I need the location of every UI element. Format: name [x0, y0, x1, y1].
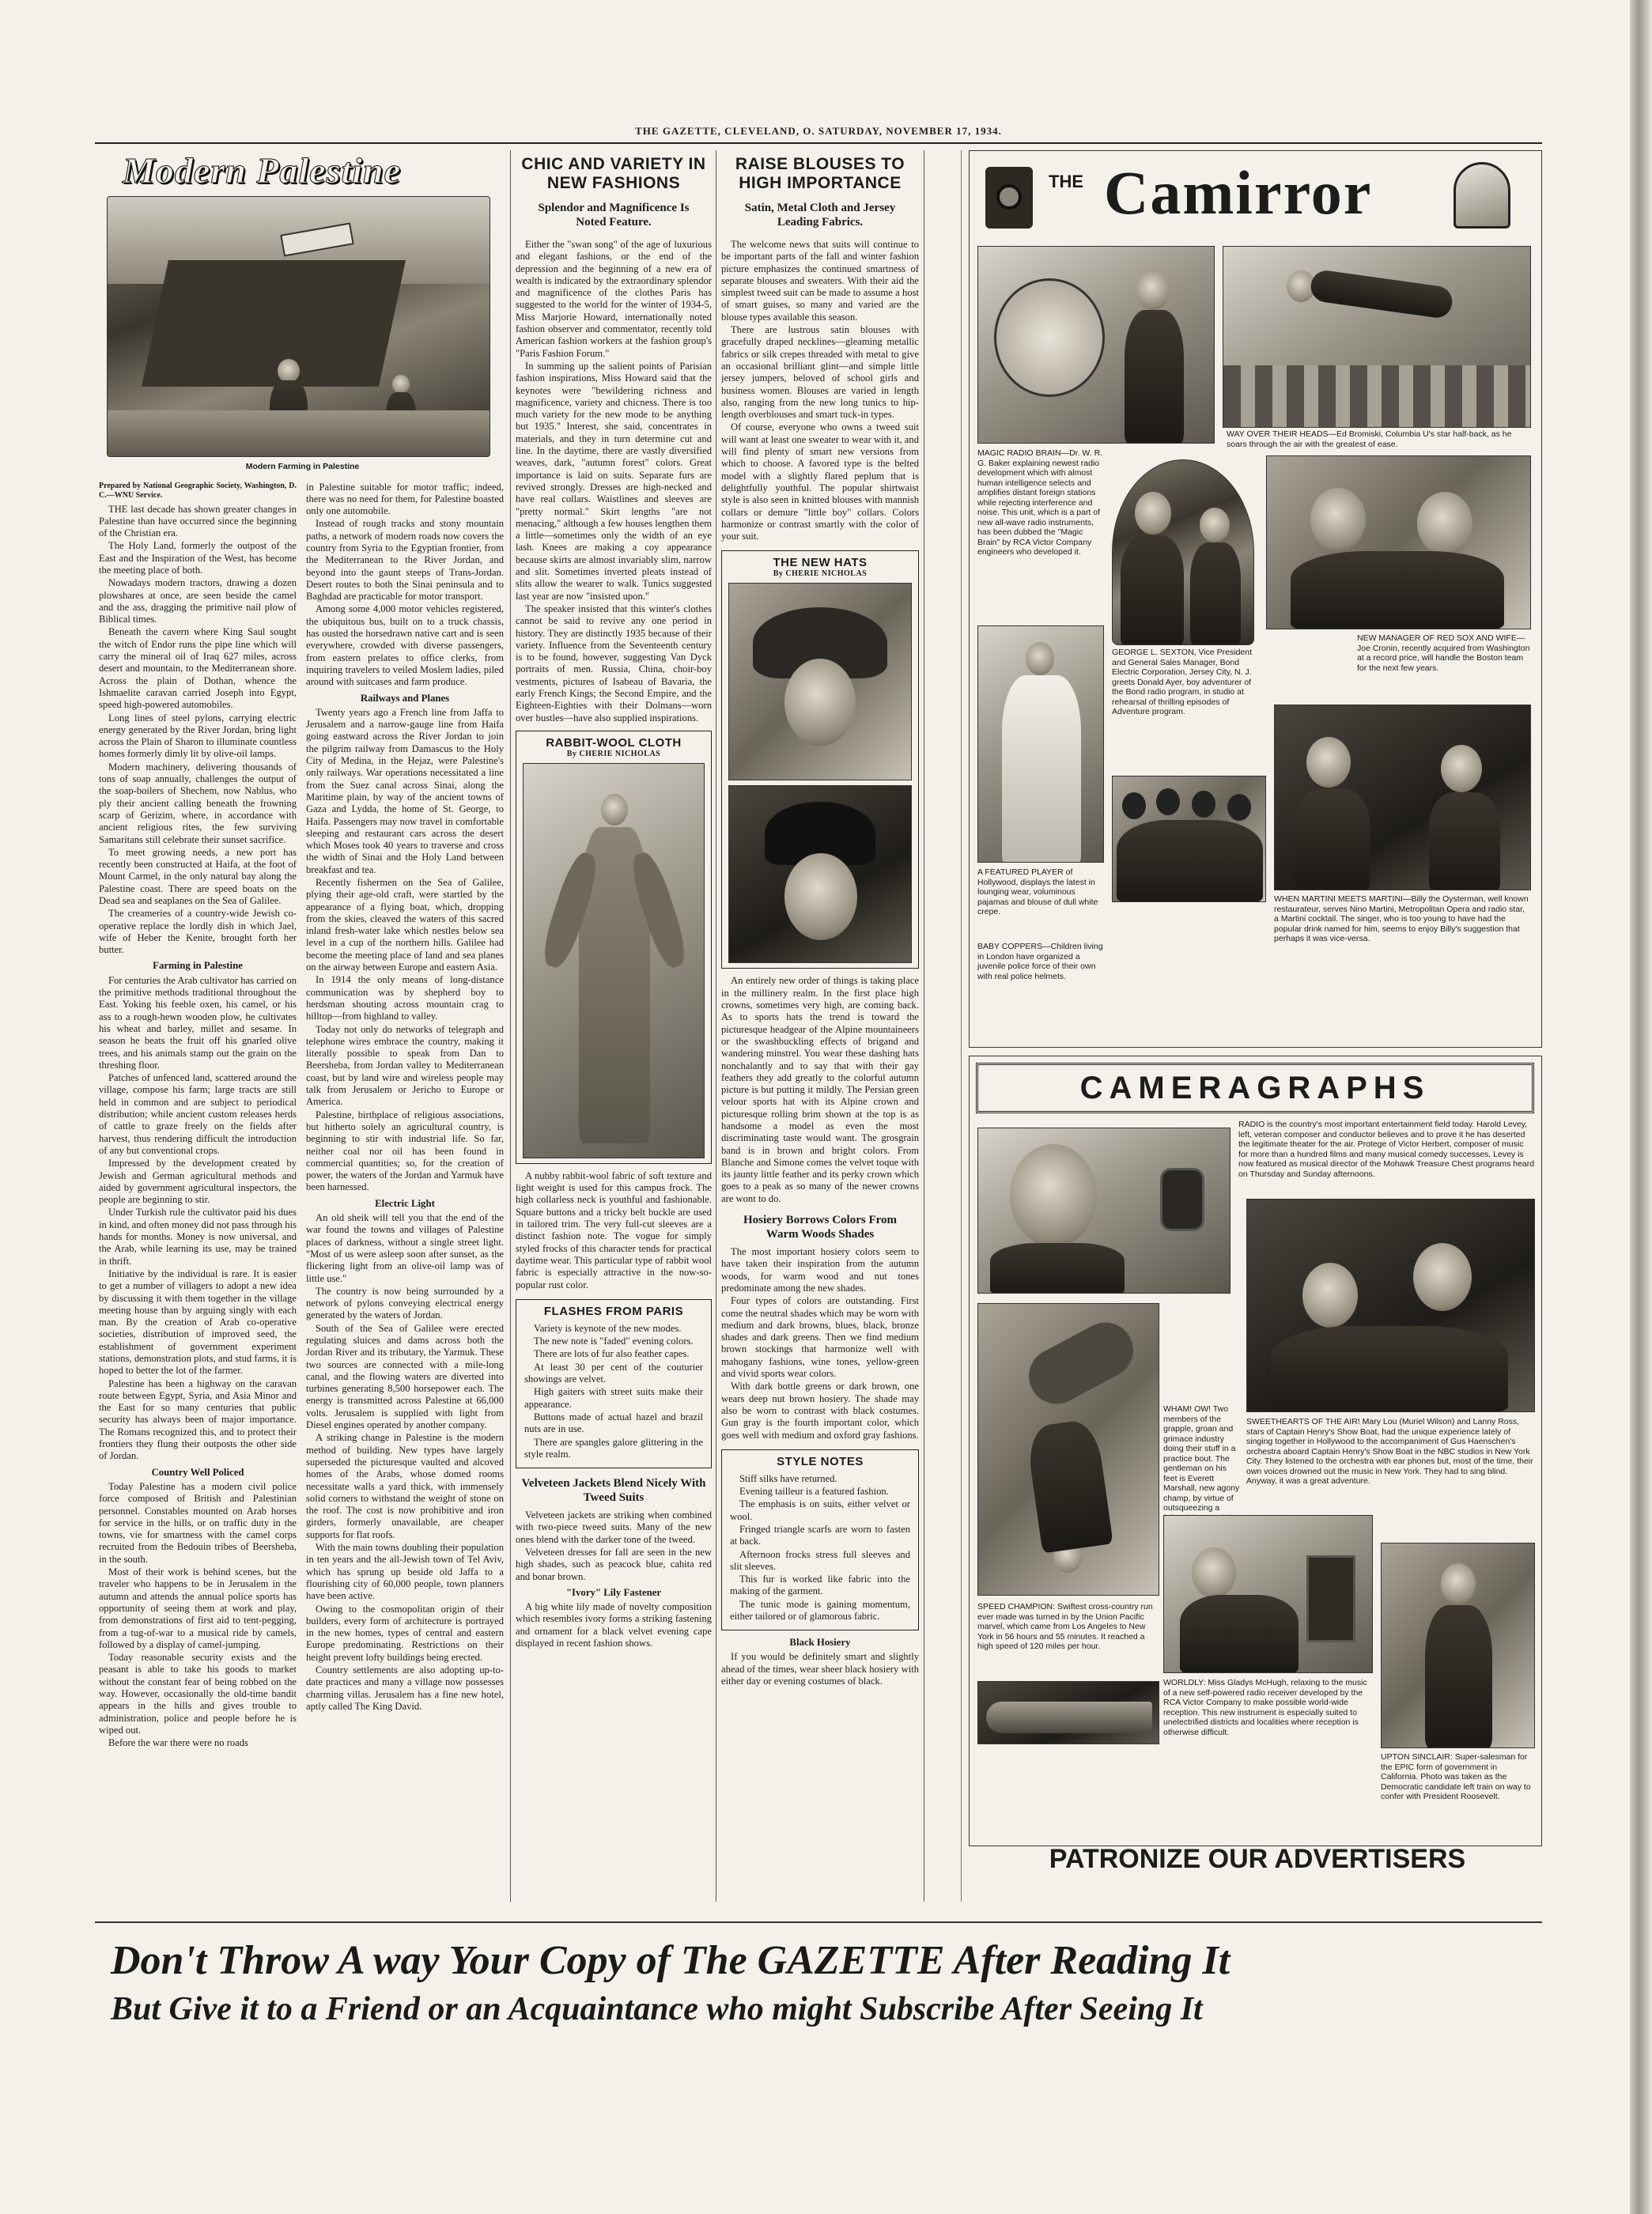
footer-line-2: But Give it to a Friend or an Acquaintance who might Subscribe After Seeing It — [111, 1991, 1203, 2027]
paragraph: Long lines of steel pylons, carrying electric energy generated by the River Jordan, bring light across the Plain of Sharon to illuminate countless homes formerly dimly lit by olive-oil lamps. — [99, 712, 297, 760]
sweethearts-caption: SWEETHEARTS OF THE AIR! Mary Lou (Muriel Wilson) and Lanny Ross, stars of Captain Henry's Show Boat, had the unique experience lately of singing together in Hollywood to the accompaniment of Gus Haenschen's orchestra aboard Captain Henry's Show Boat in the NBC studios in New York City. They listened to the orchestra with ear phones but, most of the time, their own voices drowned out the music in New York. They had to sing blind. Anyway, it was a great adventure. — [1246, 1417, 1533, 1486]
sinclair-photo — [1381, 1543, 1535, 1748]
hats-body — [721, 975, 919, 1205]
paragraph: A big white lily made of novelty composition which resembles ivory forms a striking fastening and ornament for a black velvet evening cape displayed in recent fashion shows. — [516, 1601, 712, 1649]
camirror-masthead — [970, 151, 1540, 238]
baby-coppers-photo — [1112, 776, 1266, 902]
rabbit-wool-box — [516, 731, 712, 1164]
chic-deck: Splendor and Magnificence Is Noted Feature. — [538, 202, 690, 229]
palestine-farming-photo — [107, 196, 490, 457]
paragraph: A striking change in Palestine is the modern method of building. New types have largely superseded the picturesque vaulted and alcoved homes of the Arabs, whose domed rooms necessitate walls a yard thick, with immensely solid corners to withstand the weight of stone on the roof. The cost is now prohibitive and iron girders, formerly unavailable, are cheaper supports for flat roofs. — [306, 1432, 504, 1540]
wrestlers-caption: WHAM! OW! Two members of the grapple, groan and grimace industry doing their stuff in a practice bout. The gentleman on his feet is Everett Marshall, new agony champ, by virtue of outsqueezing a — [1163, 1404, 1240, 1513]
paragraph: Initiative by the individual is rare. It is easier to get a number of villagers to adopt a new idea by discussing it with them together in the village meeting house than by arguing singly with each man. By the creation of Arab co-operative societies, distribution of improved seed, the establishment of government experiment stations, demonstration plots, and stud farms, it is hoped to better the lot of the farmer. — [99, 1268, 297, 1377]
martini-photo — [1274, 705, 1531, 890]
paragraph: The tunic mode is gaining momentum, either tailored or of glamorous fabric. — [730, 1598, 910, 1623]
paragraph: Afternoon frocks stress full sleeves and slit sleeves. — [730, 1548, 910, 1572]
paragraph: The speaker insisted that this winter's clothes cannot be said to revive any one period in history. They are distinctly 1935 because of their variety. Influence from the Seventeenth century is to be found, however, suggesting Van Dyck portraits of men. Russia, China, choir-boy vestments, pictures of Isabeau of Bavaria, the early French Kings; the Second Empire, and the Eighteen-Eighties with their Dolmans—worn over bustles—have also supplied inspirations. — [516, 603, 712, 724]
new-hats-box — [721, 550, 919, 969]
paragraph: The creameries of a country-wide Jewish co-operative replace the lordly dish in which Jael, wife of Heber the Kenite, brought forth her butter. — [99, 908, 297, 956]
rabbit-body — [516, 1170, 712, 1291]
paragraph: Impressed by the development created by Jewish and German agricultural methods and aided by government agricultural inspectors, the people are beginning to stir. — [99, 1158, 297, 1206]
velveteen-headline: Velveteen Jackets Blend Nicely With Tweed Suits — [521, 1477, 706, 1505]
column-divider — [510, 150, 511, 1902]
featured-player-photo — [977, 625, 1104, 863]
subhead: Electric Light — [375, 1197, 435, 1209]
radio-receiver-icon — [1306, 1555, 1355, 1642]
paragraph: There are lots of fur also feather capes. — [534, 1348, 690, 1360]
rabbit-headline: RABBIT-WOOL CLOTH — [546, 735, 682, 750]
sexton-photo — [1112, 459, 1254, 645]
paragraph: Palestine, birthplace of religious associations, but hitherto solely an agricultural country, is beginning to stir with industrial life. So far, neither coal nor oil has been found in commercial quantities; so, for the creation of power, the waters of the Jordan and Yarmuk have been harnessed. — [306, 1109, 504, 1193]
microphone-icon — [1160, 1168, 1204, 1231]
paragraph: Either the "swan song" of the age of luxurious and elegant fashions, or the end of the depression and the beginning of a new era of wealth is indicated by the extraordinary splendor and magnificence of the clothes Paris has suggested to the world for the winter of 1934-5, Miss Marjorie Howard, internationally noted fashion observer and commentator, recently told American fashion workers at the fashion group's "Paris Fashion Forum." — [516, 239, 712, 359]
blouses-column — [721, 150, 919, 1902]
paragraph: South of the Sea of Galilee were erected regulating sluices and dams across both the Jordan River and its tributary, the Yarmuk. These two sources are connected with a mile-long canal, and the flowing waters are diverted into turbines generating 8,500 horsepower each. The energy is transmitted across Palestine at 66,000 volts. Jerusalem is supplied with light from Diesel engines operated by another company. — [306, 1322, 504, 1431]
paragraph: The Holy Land, formerly the outpost of the East and the Inspiration of the West, has become the meeting place of both. — [99, 540, 297, 576]
paragraph: Today reasonable security exists and the peasant is able to take his goods to market without the constant fear of being robbed on the way. However, occasionally the old-time bandit appears in the hills and gives trouble to administration, police and people before he is wiped out. — [99, 1652, 297, 1736]
paragraph: Before the war there were no roads — [108, 1737, 248, 1749]
paragraph: The new note is "faded" evening colors. — [534, 1336, 694, 1347]
rabbit-wool-frock-photo — [523, 763, 705, 1158]
paragraph: Of course, everyone who owns a tweed suit will want at least one sweater to wear with it, and will find plenty of smart new versions from which to choose. A favored type is the belted model with a slightly flared peplum that is delightfully youthful. The popular shirtwaist style is also seen in knitted blouses with mannish collars or demure "little boy" collars. Colors harmonize or contrast smartly with the color of your suit. — [721, 421, 919, 542]
paragraph: In 1914 the only means of long-distance communication was by shepherd boy to herdsman shouting across mountain crag to hilltop—from highland to valley. — [306, 974, 504, 1022]
rabbit-byline: By CHERIE NICHOLAS — [566, 749, 661, 758]
paragraph: Variety is keynote of the new modes. — [534, 1322, 682, 1334]
paragraph: Palestine has been a highway on the caravan route between Egypt, Syria, and Asia Minor and the East for so many centuries that public security has always been of major importance. The Romans recognized this, and to protect their frontiers they flung their outposts the other side of Jordan. — [99, 1377, 297, 1462]
paragraph: Under Turkish rule the cultivator paid his dues in kind, and often money did not pass through his hands for months. Money is now universal, and the Arab, while learning its use, may be trained in thrift. — [99, 1207, 297, 1267]
footer-line-1: Don't Throw A way Your Copy of The GAZETTE After Reading It — [111, 1938, 1230, 1983]
flashes-box — [516, 1299, 712, 1468]
bromiski-photo — [1223, 246, 1531, 428]
baby-coppers-caption: BABY COPPERS—Children living in London have organized a juvenile police force of their own with real police helmets. — [977, 942, 1103, 981]
streamliner-train-photo — [977, 1681, 1159, 1744]
palestine-photo-caption: Modern Farming in Palestine — [245, 462, 360, 471]
paragraph: Buttons made of actual hazel and brazil nuts are in use. — [524, 1411, 703, 1435]
paragraph: Patches of unfenced land, scattered around the village, compose his farm; large tracts are still held in common and are subject to periodical distribution; while ancient custom releases herds of cattle to graze freely on the fields after harvest, thus rendering difficult the introduction of any but conventional crops. — [99, 1072, 297, 1156]
paragraph: If you would be definitely smart and slightly ahead of the times, wear sheer black hosiery with either day or evening costumes of black. — [721, 1651, 919, 1687]
featured-player-caption: A FEATURED PLAYER of Hollywood, displays the latest in lounging wear, voluminous pajamas and blouse of dull white crepe. — [977, 867, 1098, 916]
sexton-caption: GEORGE L. SEXTON, Vice President and General Sales Manager, Bond Electric Corporation, Jersey City, N. J. greets Donald Ayer, boy adventurer of the Bond radio program, in studio at rehearsal of thrilling episodes of Adventure program. — [1112, 648, 1253, 716]
paragraph: An entirely new order of things is taking place in the millinery realm. In the first place high crowns, sometimes very high, are coming back. As to sports hats the trend is toward the picturesque headgear of the Alpine mountaineers or the swashbuckling effects of brigand and wandering minstrel. You wear these dashing hats nonchalantly and to say that with their gay feathers they add greatly to the colorful autumn picture is but putting it mildly. The Persian green velour sports hat with its Alpine crown and picturesque rolling brim shown at the top is as handsome a model as even the most discriminating taste would want. The grosgrain band is in brown and bright colors. From Blanche and Simone comes the velvet toque with its jaunty little feather and its perky crown which goes to a peak as so many of the newer crowns are wont to do. — [721, 975, 919, 1204]
paragraph: The emphasis is on suits, either velvet or wool. — [730, 1498, 910, 1522]
cameragraphs-title: CAMERAGRAPHS — [976, 1063, 1534, 1113]
paragraph: Velveteen jackets are striking when combined with two-piece tweed suits. Many of the new ones blend with the darker tone of the tweed. — [516, 1509, 712, 1545]
paragraph: Today Palestine has a modern civil police force composed of British and Palestinian personnel. Constables mounted on Arab horses for service in the hills, or on traffic duty in the towns, vie for smartness with the camel corps recruited from the Bedouin tribes of Beersheba, in the south. — [99, 1480, 297, 1565]
column-divider — [961, 150, 962, 1902]
chic-body — [516, 239, 712, 724]
paragraph: Beneath the cavern where King Saul sought the witch of Endor runs the pipe line which will carry the mineral oil of Iraq 627 miles, across desert and mountain, to the Mediterranean shore. Across the plain of Dothan, whence the Ishmaelite caravan carried Joseph into Egypt, speed high-powered automobiles. — [99, 626, 297, 711]
paragraph: Four types of colors are outstanding. First come the neutral shades which may be worn with medium and dark browns, blues, black, bronze shades and dark greens. Then we find medium brown stockings that harmonize well with mahogany fashions, wine tones, yellow-green and vivid sports wear colors. — [721, 1295, 919, 1380]
paragraph: For centuries the Arab cultivator has carried on the primitive methods traditional throughout the East. Yoking his feeble oxen, his camel, or his ass to a rough-hewn wooden plow, he cultivates his wheat and barley, millet and sesame. In season he beats the fruit off his gnarled olive trees, and his animals stamp out the grain on the threshing floor. — [99, 974, 297, 1071]
paragraph: There are lustrous satin blouses with gracefully draped necklines—gleaming metallic fabrics or silk crepes threaded with metal to give an occasional brilliant glint—and simple little jersey jumpers, beloved of school girls and business women. Blouses are varied in length also, ranging from the new long tunics to hip-length overblouses and smart tuck-in types. — [721, 324, 919, 421]
radio-brain-caption: MAGIC RADIO BRAIN—Dr. W. R. G. Baker explaining newest radio development which with almost human intelligence selects and amplifies distant foreign stations while rejecting interference and noise. This unit, which is a part of new all-wave radio instruments, has been dubbed the "Magic Brain" by RCA Victor Company engineers who developed it. — [977, 448, 1103, 557]
paragraph: At least 30 per cent of the couturier showings are velvet. — [524, 1361, 703, 1385]
paragraph: The country is now being surrounded by a network of pylons conveying electrical energy generated by the waters of Jordan. — [306, 1285, 504, 1321]
camirror-title: Camirror — [1104, 158, 1373, 227]
paragraph: Fringed triangle scarfs are worn to fasten at back. — [730, 1524, 910, 1547]
hats-byline: By CHERIE NICHOLAS — [773, 569, 868, 579]
wrestlers-photo — [977, 1303, 1159, 1596]
paragraph: in Palestine suitable for motor traffic; indeed, there was no need for them, for Palestine boasted only one automobile. — [306, 481, 504, 517]
subhead: Farming in Palestine — [153, 960, 243, 972]
speed-caption: SPEED CHAMPION: Swiftest cross-country run ever made was turned in by the Union Pacific marvel, which came from Los Angeles to New York in 56 hours and 55 minutes. It reached a high speed of 120 miles per hour. — [977, 1602, 1153, 1651]
paragraph: Most of their work is behind scenes, but the traveler who happens to be in Jerusalem in the autumn and attends the annual police sports has opportunity of seeing them at work and play, from demonstrations of first aid to tent-pegging, from a tug-of-war to a musical ride by camels, followed by a display of camel-jumping. — [99, 1566, 297, 1650]
alpine-hat-photo — [728, 583, 912, 780]
hosiery-body — [721, 1246, 919, 1441]
cronin-photo — [1266, 455, 1531, 629]
paragraph: Recently fishermen on the Sea of Galilee, plying their age-old craft, were startled by the appearance of a flying boat, which, dropping from the skies, cleaved the waters of this sacred inland fresh-water lake which nestles below sea level in a cup of the northern hills. Galilee had become the meeting place of land and sea planes on the airway between Europe and eastern Asia. — [306, 877, 504, 973]
radio-brain-photo — [977, 246, 1215, 444]
flashes-headline: FLASHES FROM PARIS — [543, 1304, 684, 1318]
paragraph: Nowadays modern tractors, drawing a dozen plowshares at once, are seen beside the camel and the ass, dragging the primitive nail plow of Biblical times. — [99, 577, 297, 625]
sinclair-caption: UPTON SINCLAIR: Super-salesman for the EPIC form of government in California. Photo was taken as the Democratic candidate left train on way to confer with President Roosevelt. — [1381, 1752, 1531, 1801]
paragraph: Evening tailleur is a featured fashion. — [739, 1486, 889, 1498]
style-notes-headline: STYLE NOTES — [777, 1454, 864, 1468]
paragraph: With the main towns doubling their population in ten years and the all-Jewish town of Tel Aviv, which has sprung up beside old Jaffa to a flourishing city of 60,000 people, town planners have been active. — [306, 1542, 504, 1602]
hosiery-headline: Hosiery Borrows Colors From Warm Woods Shades — [743, 1214, 897, 1241]
subhead: Black Hosiery — [789, 1637, 851, 1649]
palestine-title: Modern Palestine — [123, 150, 402, 191]
subhead: Country Well Policed — [151, 1466, 244, 1478]
chic-headline: CHIC AND VARIETY IN NEW FASHIONS — [521, 155, 706, 192]
worldly-caption: WORLDLY: Miss Gladys McHugh, relaxing to the music of a new self-powered radio receiver developed by the RCA Victor Company to make possible world-wide reception. This new instrument is especially suited to unelectrified districts and localities where reception is otherwise difficult. — [1163, 1678, 1367, 1737]
style-notes-box — [721, 1449, 919, 1631]
masthead-rule — [95, 142, 1542, 144]
paragraph: Velveteen dresses for fall are seen in the new high shades, such as peacock blue, cahita red and bonar brown. — [516, 1547, 712, 1582]
black-hosiery-body — [721, 1651, 919, 1687]
palestine-col-a — [99, 482, 297, 1751]
paragraph: The welcome news that suits will continue to be important parts of the fall and winter fashion picture emphasizes the continued smartness of separate blouses and sweaters. With their aid the simplest tweed suit can be made to assume a host of smart guises, so many and varied are the blouse types available this season. — [721, 239, 919, 323]
cronin-caption: NEW MANAGER OF RED SOX AND WIFE—Joe Cronin, recently acquired from Washington at a record price, will handle the Boston team for the next few years. — [1357, 633, 1530, 673]
palestine-col-b — [306, 482, 504, 1751]
cameragraphs-section — [969, 1056, 1542, 1846]
levey-photo — [977, 1128, 1230, 1294]
paragraph: Country settlements are also adopting up-to-date practices and many a village now possesses charming villas. Jerusalem has a fine new hotel, aptly called The King David. — [306, 1664, 504, 1712]
paragraph: There are spangles galore glittering in the style realm. — [524, 1436, 703, 1460]
paragraph: Among some 4,000 motor vehicles registered, the ubiquitous bus, built on to a truck chassis, has ousted the horsedrawn native cart and is seen everywhere, crowded with diverse passengers, from eastern prelates to office clerks, from inquiring travelers to veiled Moslem ladies, piled around with suitcases and farm produce. — [306, 603, 504, 688]
mirror-icon — [1454, 162, 1510, 229]
paragraph: Instead of rough tracks and stony mountain paths, a network of modern roads now covers the country from Syria to the Egyptian frontier, from the Mediterranean to the River Jordan, and beyond into the gaunt steeps of Trans-Jordan. Desert routes to both the Sinai peninsula and to Baghdad are practicable for motor transport. — [306, 518, 504, 603]
paragraph: This fur is worked like fabric into the making of the garment. — [730, 1574, 910, 1597]
camirror-section — [969, 150, 1542, 1048]
camera-icon — [985, 167, 1033, 229]
paragraph: Twenty years ago a French line from Jaffa to Jerusalem and a narrow-gauge line from Haifa going eastward across the River Jordan to join the pilgrim railway from Damascus to the Holy City of Medina, in the Hejaz, were Palestine's only railways. War operations necessitated a line from the Suez canal across Sinai, along the Maritime plain, by way of the ancient towns of Gaza and Lydda, the home of St. George, to Haifa. Passengers may now travel in comfortable sleeping and restaurant cars across the desert which Moses took 40 years to traverse and cross the width of Sinai and the Holy Land between breakfast and tea. — [306, 706, 504, 875]
worldly-photo — [1163, 1515, 1373, 1673]
velvet-toque-photo — [728, 785, 912, 963]
paragraph: A nubby rabbit-wool fabric of soft texture and light weight is used for this campus frock. The high collarless neck is youthful and fashionable. Square buttons and a tricky belt buckle are used in tailored trim. The very full-cut sleeves are a distinct fashion note. The vogue for simply styled frocks of this character tends for practical daytime wear. This particular type of rabbit wool fabric is especially attractive in the now-so-popular rust color. — [516, 1169, 712, 1290]
velveteen-body — [516, 1509, 712, 1649]
martini-caption: WHEN MARTINI MEETS MARTINI—Billy the Oysterman, well known restaurateur, serves Nino Martini, Metropolitan Opera and radio star, a Martini cocktail. The singer, who is too young to have had the popular drink named for him, seems to enjoy Billy's suggestion that perhaps it was vice-versa. — [1274, 894, 1529, 943]
blouses-body — [721, 239, 919, 542]
patronize-advertisers: PATRONIZE OUR ADVERTISERS — [1049, 1844, 1466, 1874]
paragraph: THE last decade has shown greater changes in Palestine than have occurred since the beginning of the Christian era. — [99, 503, 297, 539]
footer-rule — [95, 1921, 1542, 1923]
radio-caption: RADIO is the country's most important entertainment field today. Harold Levey, left, veteran composer and conductor believes and to prove it he has deserted the legitimate theater for the air. Protege of Victor Herbert, composer of music for more than a hundred films and many musical comedy successes, Levey is now featured as musical director of the Mohawk Treasure Chest programs heard on Thursday and Sunday afternoons. — [1238, 1120, 1535, 1179]
camirror-prefix: THE — [1049, 172, 1083, 191]
paragraph: The most important hosiery colors seem to have taken their inspiration from the autumn woods, for warm wood and nut tones predominate among the new shades. — [721, 1246, 919, 1294]
paragraph: Owing to the cosmopolitan origin of their builders, every form of architecture is portrayed in the new homes, types of central and eastern Europe predominating. Restrictions on their height prevent lofty buildings being erected. — [306, 1603, 504, 1663]
subhead: "Ivory" Lily Fastener — [565, 1586, 662, 1598]
paragraph: An old sheik will tell you that the end of the war found the towns and villages of Palestine places of darkness, without a single street light. "Most of us were asleep soon after sunset, as the flickering light from an olive-oil lamp was of little use." — [306, 1212, 504, 1284]
sweethearts-photo — [1246, 1199, 1535, 1412]
paragraph: Stiff silks have returned. — [739, 1472, 837, 1484]
page-edge — [1630, 0, 1652, 2214]
bromiski-caption: WAY OVER THEIR HEADS—Ed Bromiski, Columbia U's star half-back, as he soars through the air with the greatest of ease. — [1227, 429, 1512, 449]
paragraph: High gaiters with street suits make their appearance. — [524, 1386, 703, 1410]
paragraph: To meet growing needs, a new port has recently been constructed at Haifa, at the foot of Mount Carmel, in the only natural bay along the Palestine coast. There are speed boats on the Dead sea and seaplanes on the Sea of Galilee. — [99, 846, 297, 906]
hats-headline: THE NEW HATS — [773, 556, 868, 570]
fashion-column — [516, 150, 712, 1902]
blouses-deck: Satin, Metal Cloth and Jersey Leading Fabrics. — [744, 202, 896, 229]
paragraph: With dark bottle greens or dark brown, one wears deep nut brown hosiery. The shade may also be worn to contrast with black costumes. Gun gray is the fourth important color, which goes well with medium and oxford gray fashions. — [721, 1381, 919, 1441]
blouses-headline: RAISE BLOUSES TO HIGH IMPORTANCE — [735, 155, 905, 192]
paragraph: In summing up the salient points of Parisian fashion inspirations, Miss Howard said that the keynotes were "bewildering richness and magnificence, variety and chicness. There is too much variety for the new mode to be anything but 1935." Interest, she said, concentrates in materials, and they in turn determine cut and line. In the daytime, there are vastly diversified weaves, dark, "autumn forest" colors. Great importance is laid on suits. Separate furs are revived strongly. Dresses are high-necked and have real collars. Waistlines and sleeves are "pretty normal." Skirt lengths "are not menacing," although a few houses lengthen them a little—sometimes only the width of an eye lash. Knees are making a coy appearance because skirts are almost invariably slim, narrow and slit. Sometimes inverted pleats instead of slits allow the wearer to walk. Tunics suggested last year are now "insisted upon." — [516, 360, 712, 602]
paragraph: Today not only do networks of telegraph and telephone wires embrace the country, making it literally possible to speak from Dan to Beersheba, from Jordan valley to Mediterranean coast, but by land wire and wireless people may talk from Jerusalem or Jericho to Europe or America. — [306, 1023, 504, 1108]
paragraph: Modern machinery, delivering thousands of tons of soap annually, challenges the output of the soap-boilers of Shechem, now Nablus, who ply their ancient calling beneath the frowning scarp of Gerizim, where, in accordance with ancient religious rites, the few surviving Samaritans still celebrate their sunset sacrifice. — [99, 761, 297, 845]
subhead: Railways and Planes — [360, 692, 450, 704]
palestine-credit: Prepared by National Geographic Society, Washington, D. C.—WNU Service. — [99, 481, 297, 500]
masthead: THE GAZETTE, CLEVELAND, O. SATURDAY, NOVEMBER 17, 1934. — [635, 125, 1002, 137]
palestine-article — [99, 150, 506, 1902]
